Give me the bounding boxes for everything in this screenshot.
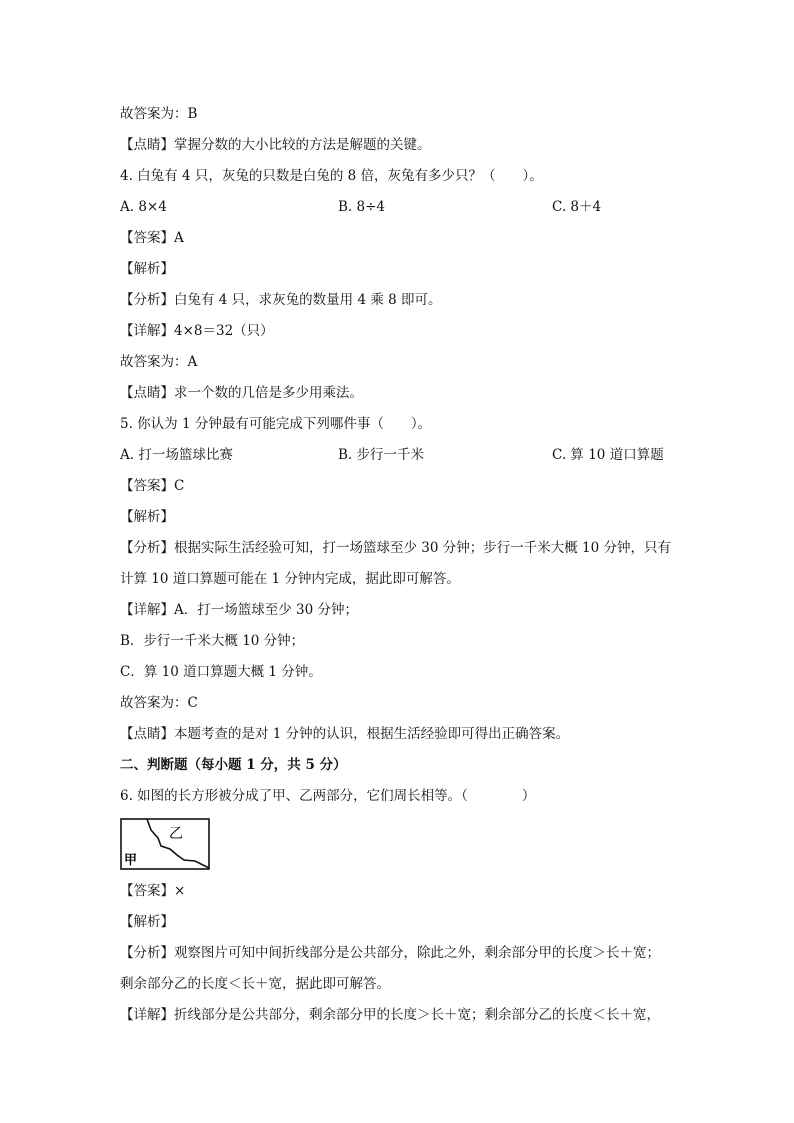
q5-detail-2: B．步行一千米大概 10 分钟；: [120, 633, 305, 649]
q5-option-a: A. 打一场篮球比赛: [120, 447, 233, 463]
answer-line: 故答案为：B: [120, 106, 198, 122]
question-4: 4. 白兔有 4 只，灰兔的只数是白兔的 8 倍，灰兔有多少只？（ ）。: [120, 168, 543, 184]
section-heading: 二、判断题（每小题 1 分，共 5 分）: [120, 757, 347, 773]
q6-detail: 【详解】折线部分是公共部分，剩余部分甲的长度＞长＋宽；剩余部分乙的长度＜长＋宽，: [120, 1007, 660, 1023]
q5-jiexi: 【解析】: [120, 509, 174, 525]
q6-jiexi: 【解析】: [120, 914, 174, 930]
q5-detail-3: C．算 10 道口算题大概 1 分钟。: [120, 664, 322, 680]
q4-option-a: A. 8×4: [120, 199, 167, 215]
q5-option-c: C. 算 10 道口算题: [552, 447, 664, 463]
q4-jiexi: 【解析】: [120, 261, 174, 277]
q5-analysis-2: 计算 10 道口算题可能在 1 分钟内完成，据此即可解答。: [120, 571, 460, 587]
label-jia: 甲: [124, 853, 138, 868]
q5-answer: 【答案】C: [120, 478, 185, 494]
q5-conclusion: 故答案为：C: [120, 695, 198, 711]
question-6: 6. 如图的长方形被分成了甲、乙两部分，它们周长相等。（ ）: [120, 788, 536, 804]
q4-conclusion: 故答案为：A: [120, 354, 198, 370]
q5-option-b: B. 步行一千米: [338, 447, 425, 463]
q5-detail-1: 【详解】A．打一场篮球至少 30 分钟；: [120, 602, 359, 618]
q5-analysis-1: 【分析】根据实际生活经验可知，打一场篮球至少 30 分钟；步行一千米大概 10 分钟，只有: [120, 540, 672, 556]
q5-note: 【点睛】本题考查的是对 1 分钟的认识，根据生活经验即可得出正确答案。: [120, 726, 570, 742]
note-line: 【点睛】掌握分数的大小比较的方法是解题的关键。: [120, 137, 431, 153]
q4-option-c: C. 8＋4: [552, 199, 602, 215]
rectangle-figure: [120, 818, 210, 870]
q4-option-b: B. 8÷4: [338, 199, 385, 215]
q6-analysis-2: 剩余部分乙的长度＜长＋宽，据此即可解答。: [120, 976, 390, 992]
q4-answer: 【答案】A: [120, 230, 184, 246]
q4-detail: 【详解】4×8＝32（只）: [120, 323, 274, 339]
q6-answer: 【答案】×: [120, 883, 186, 899]
q4-analysis: 【分析】白兔有 4 只，求灰兔的数量用 4 乘 8 即可。: [120, 292, 442, 308]
label-yi: 乙: [169, 826, 183, 842]
q4-note: 【点睛】求一个数的几倍是多少用乘法。: [120, 385, 363, 401]
q6-analysis-1: 【分析】观察图片可知中间折线部分是公共部分，除此之外，剩余部分甲的长度＞长＋宽；: [120, 945, 660, 961]
question-5: 5. 你认为 1 分钟最有可能完成下列哪件事（ ）。: [120, 416, 432, 432]
